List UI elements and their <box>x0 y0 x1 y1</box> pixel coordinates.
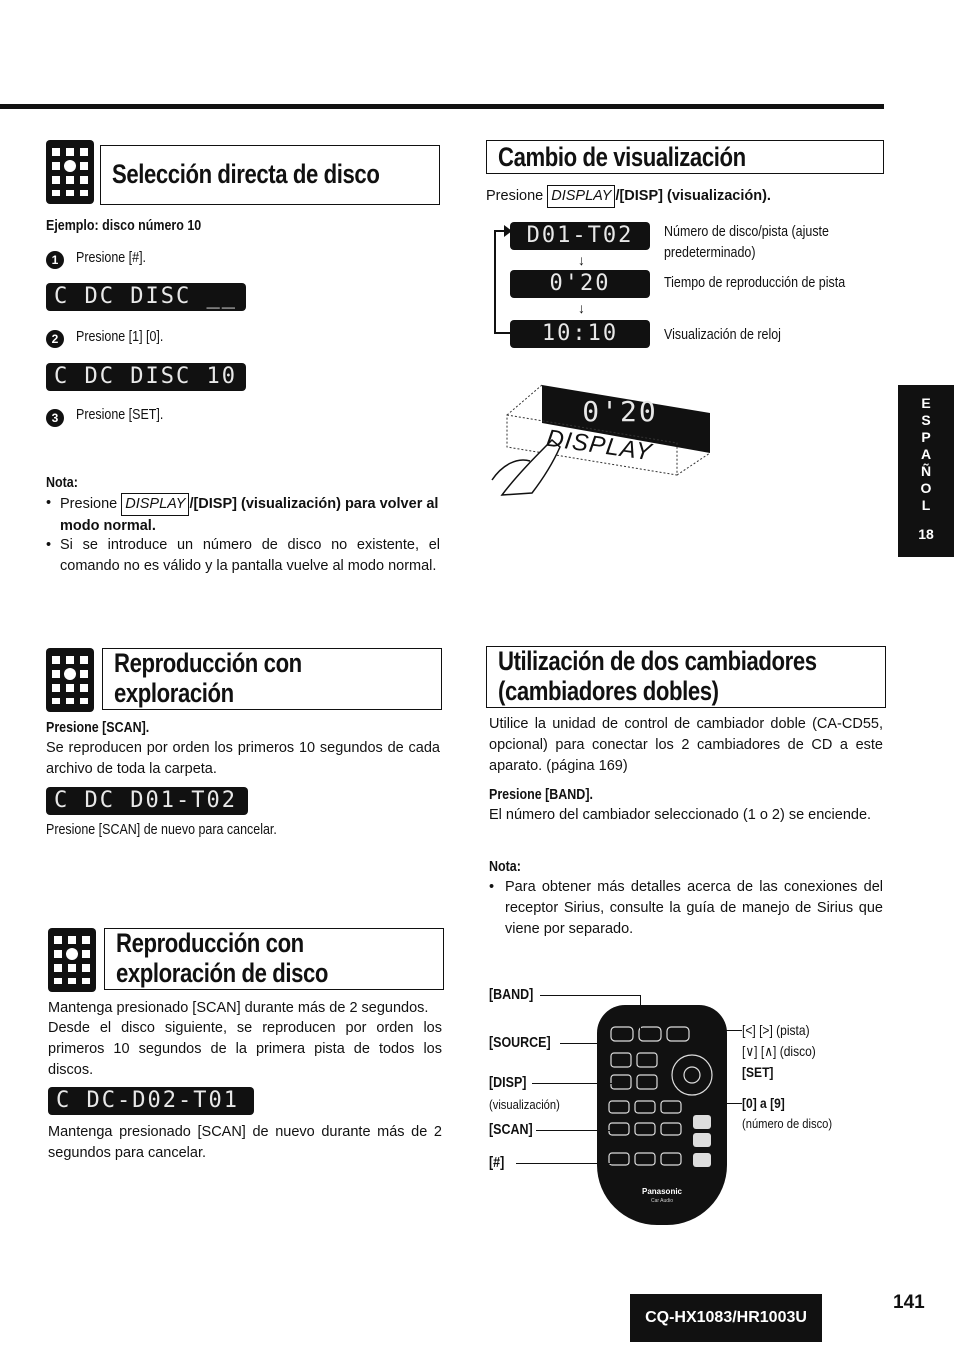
leader-line <box>532 1083 620 1084</box>
remote-sub-brand: Car Audio <box>651 1198 673 1204</box>
arrow-down-icon: ↓ <box>578 300 585 316</box>
step-number-1: 1 <box>46 251 64 269</box>
tab-letter: O <box>920 480 932 496</box>
page-number: 141 <box>893 1292 925 1313</box>
dual-instruction: Presione [BAND]. <box>489 787 593 803</box>
intro-text: Presione <box>486 188 544 204</box>
remote-label-scan: [SCAN] <box>489 1122 533 1138</box>
cycle-line <box>494 230 496 334</box>
tab-letter: L <box>921 497 931 513</box>
lcd-play-time: 0'20 <box>510 270 650 298</box>
leader-line <box>560 1043 616 1044</box>
disc-scan-instruction: Mantenga presionado [SCAN] durante más de 2 segundos. <box>48 1000 429 1016</box>
label-disc-track: Número de disco/pista (ajuste predeterminado) <box>664 224 829 261</box>
tab-letter: P <box>921 429 931 445</box>
intro-text: /[DISP] (visualización). <box>615 188 771 204</box>
scan-description: Se reproducen por orden los primeros 10 segundos de cada archivo de toda la carpeta. <box>46 740 440 777</box>
display-intro <box>486 185 771 208</box>
bullet: • <box>489 879 495 895</box>
section-title-disc-scan-1: Reproducción con <box>116 928 304 958</box>
section-title-disc-scan-2: exploración de disco <box>116 958 329 988</box>
remote-label-band: [BAND] <box>489 987 534 1003</box>
leader-line <box>716 1030 742 1031</box>
language-tab <box>898 385 954 557</box>
dual-result: El número del cambiador seleccionado (1 o 2) se enciende. <box>489 807 872 823</box>
section-title-scan-1: Reproducción con <box>114 648 302 678</box>
remote-label-disp: [DISP] <box>489 1075 527 1091</box>
label-clock: Visualización de reloj <box>664 327 781 343</box>
keypad-icon <box>48 928 96 992</box>
lcd-disc-blank: C DC DISC __ <box>46 283 246 311</box>
section-title-display: Cambio de visualización <box>498 142 746 172</box>
step-number-2: 2 <box>46 330 64 348</box>
leader-line <box>540 995 640 996</box>
remote-label-disc: [∨] [∧] (disco) <box>742 1043 816 1059</box>
keypad-icon <box>46 140 94 204</box>
section-title-direct: Selección directa de disco <box>112 159 380 189</box>
lcd-disc-10: C DC DISC 10 <box>46 363 246 391</box>
tab-letter: Ñ <box>920 463 932 479</box>
section-title-scan-2: exploración <box>114 678 234 708</box>
top-rule <box>0 104 884 109</box>
language-letters <box>898 385 954 514</box>
button-lcd-readout: 0'20 <box>582 395 658 428</box>
step-text-2: Presione [1] [0]. <box>76 329 164 345</box>
remote-label-source: [SOURCE] <box>489 1035 551 1051</box>
tab-letter: E <box>921 395 931 411</box>
step-number-3: 3 <box>46 409 64 427</box>
lcd-scan: C DC D01-T02 <box>46 787 248 815</box>
arrow-down-icon: ↓ <box>578 252 585 268</box>
note-label: Nota: <box>489 859 521 875</box>
tab-page-number: 18 <box>918 526 934 542</box>
remote-brand-logo: Panasonic <box>641 1187 682 1196</box>
lcd-disc-track: D01-T02 <box>510 222 650 250</box>
remote-label-track: [<] [>] (pista) <box>742 1022 810 1038</box>
note-item-1 <box>46 493 440 537</box>
leader-line <box>536 1130 616 1131</box>
remote-label-set: [SET] <box>742 1064 774 1080</box>
display-button-label: DISPLAY <box>544 424 655 467</box>
lcd-clock: 10:10 <box>510 320 650 348</box>
note-item <box>489 877 883 940</box>
leader-line <box>516 1163 616 1164</box>
leader-line <box>716 1103 742 1104</box>
leader-line <box>640 995 641 1037</box>
example-label: Ejemplo: disco número 10 <box>46 218 202 234</box>
remote-label-numbers: [0] a [9] <box>742 1095 785 1111</box>
keypad-icon <box>46 648 94 712</box>
step-text-1: Presione [#]. <box>76 250 147 266</box>
note-text: Si se introduce un número de disco no existente, el comando no es válido y la pantalla vuelve al modo normal. <box>60 537 440 574</box>
disc-scan-description: Desde el disco siguiente, se reproducen por orden los primeros 10 segundos de la primera pista de todos los discos. <box>48 1020 442 1078</box>
display-key: DISPLAY <box>547 185 615 208</box>
section-title-dual-2: (cambiadores dobles) <box>498 676 719 706</box>
note-label: Nota: <box>46 475 78 491</box>
bullet: • <box>46 495 52 511</box>
dual-description: Utilice la unidad de control de cambiador doble (CA-CD55, opcional) para conectar los 2 cambiadores de CD a este aparato. (página 169) <box>489 716 883 774</box>
tab-letter: S <box>921 412 931 428</box>
display-key: DISPLAY <box>121 493 189 516</box>
remote-label-numbers-note: (número de disco) <box>742 1116 833 1131</box>
label-play-time: Tiempo de reproducción de pista <box>664 275 846 291</box>
note-text: /[DISP] (visualización) para volver al modo normal. <box>60 496 439 534</box>
lcd-disc-scan: C DC-D02-T01 <box>48 1087 254 1115</box>
cycle-line <box>494 332 510 334</box>
disc-scan-cancel: Mantenga presionado [SCAN] de nuevo durante más de 2 segundos para cancelar. <box>48 1124 442 1161</box>
model-number: CQ-HX1083/HR1003U <box>630 1294 822 1342</box>
scan-cancel: Presione [SCAN] de nuevo para cancelar. <box>46 822 277 838</box>
remote-label-hash: [#] <box>489 1155 505 1171</box>
tab-letter: A <box>920 446 932 462</box>
remote-label-disp-note: (visualización) <box>489 1097 560 1112</box>
section-title-dual-1: Utilización de dos cambiadores <box>498 646 817 676</box>
step-text-3: Presione [SET]. <box>76 407 164 423</box>
bullet: • <box>46 537 52 553</box>
remote-control <box>597 1005 727 1225</box>
scan-instruction: Presione [SCAN]. <box>46 720 150 736</box>
note-item-2 <box>46 535 440 577</box>
note-text: Presione <box>60 496 118 512</box>
note-text: Para obtener más detalles acerca de las conexiones del receptor Sirius, consulte la guía de manejo de Sirius que viene por separado. <box>505 879 883 937</box>
